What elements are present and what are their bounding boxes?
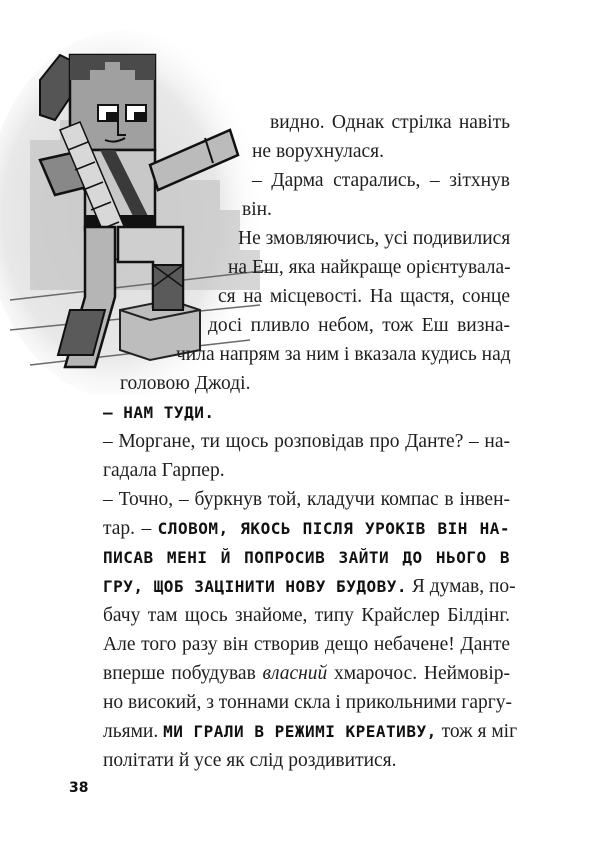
text-line — [103, 717, 518, 746]
text-line — [103, 456, 300, 485]
pixel-font-text: – НАМ ТУДИ. — [103, 403, 215, 422]
body-text-segment: бачу там щось знайоме, типу Крайслер Білдінг. — [103, 605, 510, 626]
text-line — [208, 311, 510, 340]
body-text-segment: хмарочос. Неймовір- — [327, 663, 511, 684]
text-line — [103, 746, 420, 775]
text-line — [103, 572, 516, 601]
body-text-segment: Але того разу він створив дещо небачене! Данте — [103, 634, 510, 655]
text-line — [218, 282, 510, 311]
body-text-segment: чила напрям за ним і вказала кудись над — [176, 344, 511, 365]
body-text-segment: тож я міг — [436, 721, 518, 742]
body-text-segment: гадала Гарпер. — [103, 460, 225, 481]
text-line — [103, 659, 510, 688]
text-line — [103, 427, 510, 456]
pixel-font-text: ГРУ, ЩОБ ЗАЦІНИТИ НОВУ БУДОВУ. — [103, 577, 407, 596]
body-text-segment: – Точно, – буркнув той, кладучи компас в інвен- — [103, 489, 510, 510]
text-line — [252, 137, 420, 166]
body-text-segment: Не змовляючись, усі подивилися — [238, 228, 511, 249]
page-number: 38 — [69, 780, 89, 796]
text-line — [103, 630, 510, 659]
body-text-segment: льями. — [103, 721, 164, 742]
pixel-font-text: ПИСАВ МЕНІ Й ПОПРОСИВ ЗАЙТИ ДО НЬОГО В — [103, 548, 510, 567]
text-line — [103, 514, 510, 543]
body-text-segment: тар. – — [103, 518, 158, 539]
text-line — [120, 369, 300, 398]
body-text-segment: політати й усе як слід роздивитися. — [103, 750, 397, 771]
body-text-segment: вперше побудував — [103, 663, 263, 684]
body-text-segment: не ворухнулася. — [252, 141, 384, 162]
text-line — [228, 253, 510, 282]
text-line — [242, 195, 300, 224]
body-text-segment: но високий, з тоннами скла і прикольними гаргу- — [103, 692, 513, 713]
text-line — [103, 688, 513, 717]
body-text-segment: видно. Однак стрілка навіть — [270, 112, 510, 133]
text-line — [103, 485, 510, 514]
text-line — [176, 340, 510, 369]
italic-text: власний — [262, 663, 328, 684]
body-text-segment: – Дарма старались, – зітхнув — [252, 170, 510, 191]
body-text-segment: ся на місцевості. На щастя, сонце — [218, 286, 510, 307]
text-line — [103, 398, 250, 427]
text-line — [238, 224, 510, 253]
pixel-font-text: СЛОВОМ, ЯКОСЬ ПІСЛЯ УРОКІВ ВІН НА- — [157, 519, 510, 538]
body-text-segment: Я думав, по- — [406, 576, 516, 597]
text-line — [103, 543, 510, 572]
body-text-segment: – Моргане, ти щось розповідав про Данте? – на- — [103, 431, 510, 452]
text-line — [270, 108, 510, 137]
body-text-segment: на Еш, яка найкраще орієнтувала- — [228, 257, 511, 278]
body-text-segment: головою Джоді. — [120, 373, 251, 394]
body-text-segment: він. — [242, 199, 272, 220]
body-text-segment: досі пливло небом, тож Еш визна- — [208, 315, 510, 336]
text-line — [103, 601, 510, 630]
text-line — [252, 166, 510, 195]
pixel-font-text: МИ ГРАЛИ В РЕЖИМІ КРЕАТИВУ, — [163, 722, 437, 741]
